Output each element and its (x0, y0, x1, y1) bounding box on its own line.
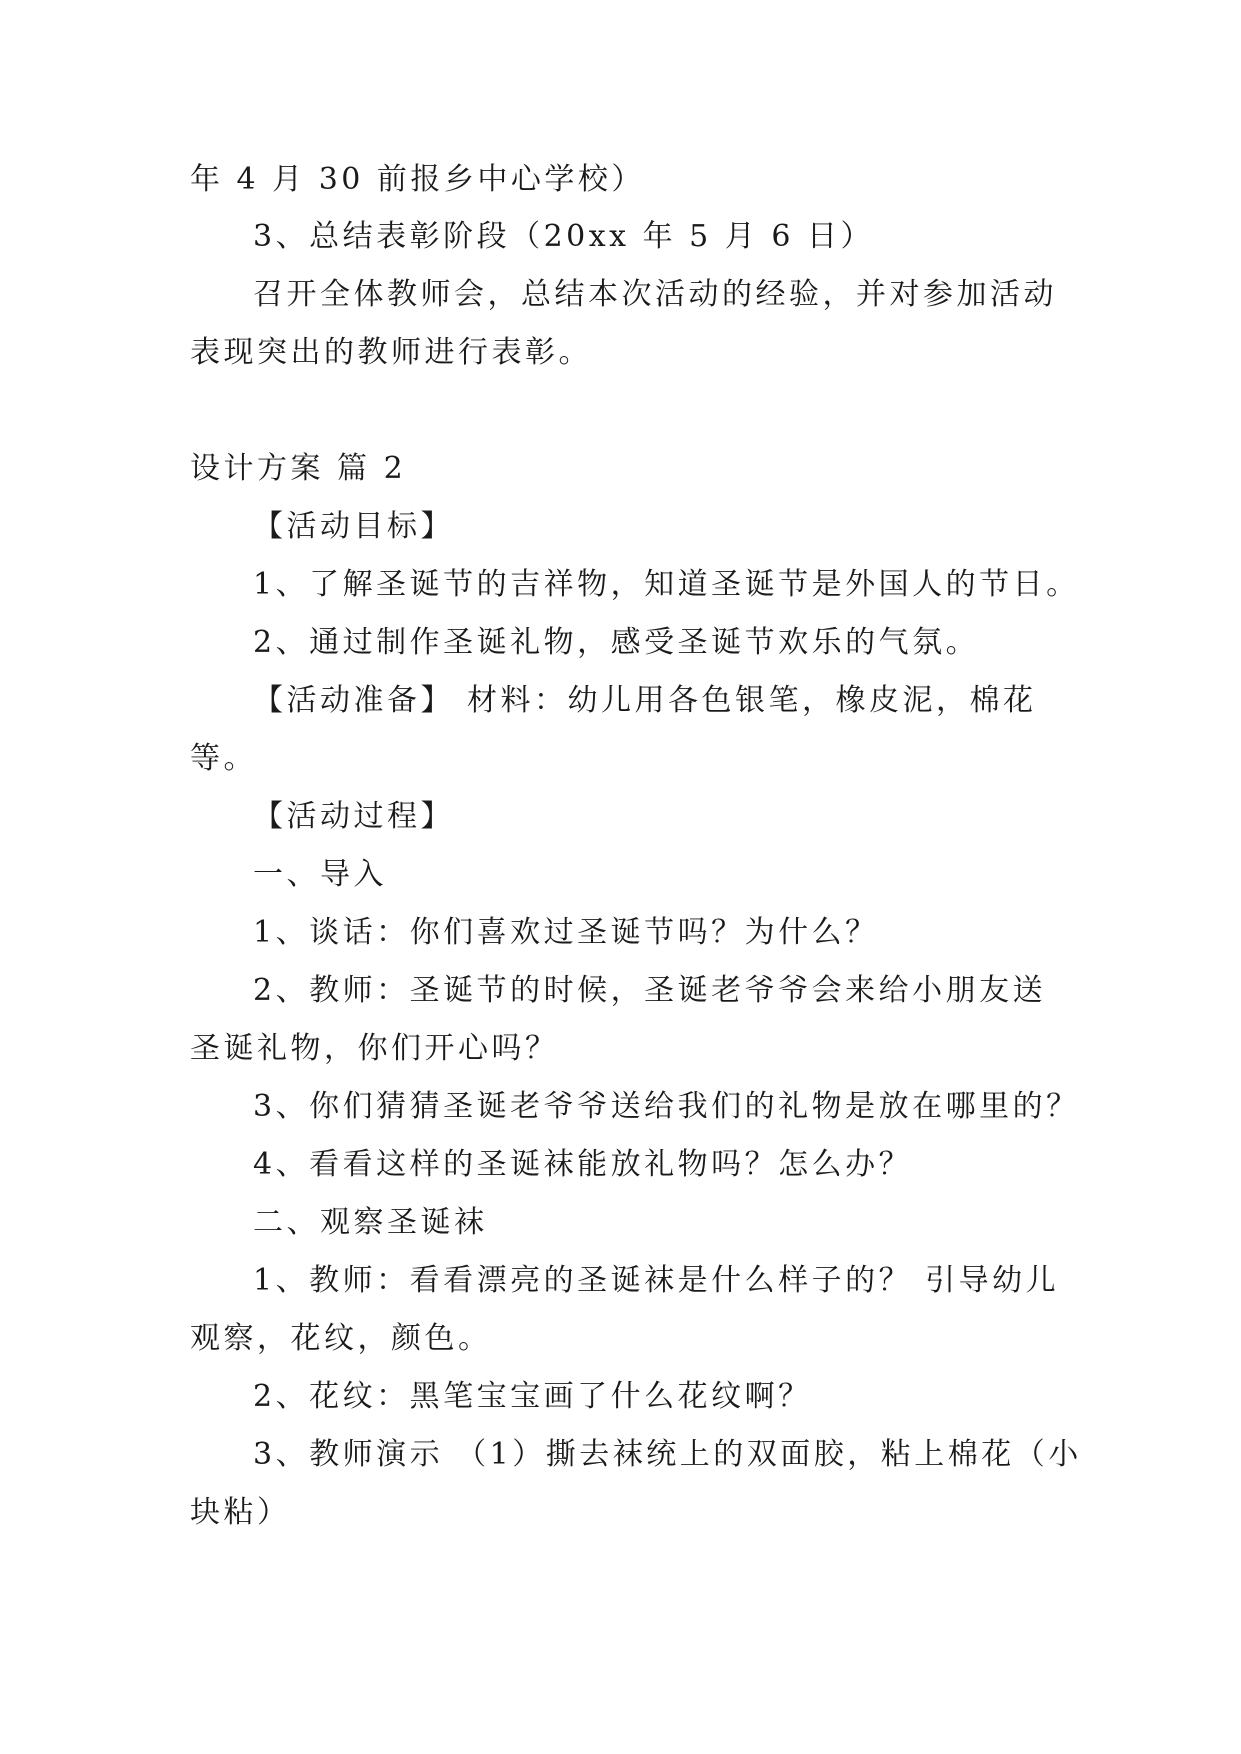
text-line: 4、看看这样的圣诞袜能放礼物吗？怎么办？ (253, 1147, 913, 1182)
text-line: 表现突出的教师进行表彰。 (190, 335, 592, 370)
text-line: 1、了解圣诞节的吉祥物，知道圣诞节是外国人的节日。 (253, 567, 1080, 602)
text-line: 召开全体教师会，总结本次活动的经验，并对参加活动 (253, 277, 1057, 312)
text-line: 3、教师演示 （1）撕去袜统上的双面胶，粘上棉花（小 (253, 1437, 1082, 1472)
text-line: 年 4 月 30 前报乡中心学校） (190, 162, 645, 197)
text-line: 二、观察圣诞袜 (253, 1205, 488, 1240)
text-line: 【活动目标】 (253, 509, 454, 544)
text-line: 3、你们猜猜圣诞老爷爷送给我们的礼物是放在哪里的？ (253, 1089, 1080, 1124)
text-line: 1、谈话：你们喜欢过圣诞节吗？为什么？ (253, 915, 879, 950)
text-line: 1、教师：看看漂亮的圣诞袜是什么样子的？ 引导幼儿 (253, 1263, 1060, 1298)
text-line: 2、花纹：黑笔宝宝画了什么花纹啊？ (253, 1379, 812, 1414)
text-line: 块粘） (190, 1495, 291, 1530)
text-line: 2、教师：圣诞节的时候，圣诞老爷爷会来给小朋友送 (253, 973, 1047, 1008)
text-line: 【活动过程】 (253, 799, 454, 834)
text-line: 2、通过制作圣诞礼物，感受圣诞节欢乐的气氛。 (253, 625, 980, 660)
text-line: 3、总结表彰阶段（20xx 年 5 月 6 日） (253, 219, 874, 254)
text-line: 观察，花纹，颜色。 (190, 1321, 492, 1356)
text-line: 【活动准备】 材料：幼儿用各色银笔，橡皮泥，棉花 (253, 683, 1037, 718)
text-line: 圣诞礼物，你们开心吗？ (190, 1031, 559, 1066)
text-line: 一、导入 (253, 857, 387, 892)
text-line: 等。 (190, 741, 257, 776)
section-heading: 设计方案 篇 2 (190, 451, 407, 486)
